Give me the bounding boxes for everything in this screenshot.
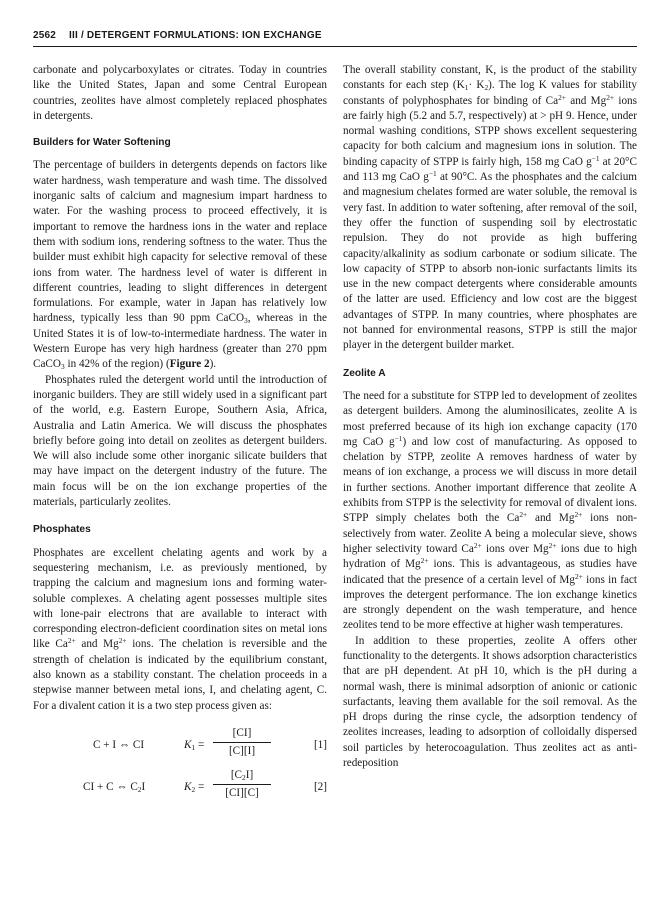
- heading-builders: Builders for Water Softening: [33, 137, 171, 149]
- paragraph-additional-function: In addition to these properties, zeolite A offers other functionality to the detergents. It shows adsorption characteristics that are pH dependent. At pH 10, which is the pH during a normal wash, there is minimal adsorption of anionic or cationic surfactants, leaving them available for the soil removal. As the pH drops during the rinse cycle, the adsorption tendency of zeolites increases, leading to adsorption of colloidally dispersed soil particles by heterocoagulation. Thus zeolites act as anti-redeposition: [343, 634, 637, 770]
- heading-phosphates: Phosphates: [33, 524, 91, 536]
- running-header: [33, 30, 637, 41]
- paragraph-builders: The percentage of builders in detergents depends on factors like water hardness, wash temperature and wash time. The dissolved inorganic salts of calcium and magnesium impart hardness to water. For the washing process to proceed effectively, it is important to remove the hardness ions in the water and replace them with sodium ions, rendering softness to the water. Thus the builder must exhibit high capacity for selective removal of these ions from water. The hardness level of water is different in different countries, leading to slight differences in detergent formulations. For example, water in Japan has relatively low hardness, typically less than 90 ppm CaCO$_3$, whereas in the United States it is of low-to-intermediate hardness. The water in Western Europe has very high hardness (greater than 270 ppm CaCO$_3$ in 42% of the region) (Figure 2).: [33, 159, 327, 372]
- equation-1: C + I ⇔ CI $K_1$ = $\frac{[CI]}{[C][I]}$ [1]: [93, 726, 327, 758]
- left-column: [33, 63, 327, 804]
- paragraph-chelation: Phosphates are excellent chelating agents and work by a sequestering mechanism, i.e. as previously mentioned, by trapping the calcium and magnesium ions and forming water-soluble complexes. A chelating agent possesses multiple sites with lone-pair electrons that are available to interact with corresponding electron-deficient coordination sites on metal ions like $Ca^{2+}$ and $Mg^{2+}$ ions. The chelation is reversible and the strength of chelation is indicated by the equilibrium constant, also known as a stability constant. The chelation proceeds in a stepwise manner between metal ions, I, and chelating agent, C. For a divalent cation it is a two step process given as:: [33, 546, 327, 712]
- page-number: 2562: [33, 30, 57, 41]
- equation-number: [1]: [313, 738, 327, 751]
- paragraph-phosphates-history: Phosphates ruled the detergent world until the introduction of inorganic builders. They are still widely used in a significant part of the world, e.g. Eastern Europe, Southern Asia, Africa, Australia and Latin America. We will discuss the phosphates briefly before going into detail on zeolites as detergent builders. We will also include some other inorganic silicate builders that may have impact on the detergent industry of the future. The main focus will be on the ion exchange properties of the materials, particularly zeolites.: [33, 373, 327, 509]
- right-column: [343, 63, 637, 771]
- paragraph-zeolite: The need for a substitute for STPP led to development of zeolites as detergent builders. Among the aluminosilicates, zeolite A is most preferred because of its high ion exchange capacity (170 mg CaO $g^{-1}$) and low cost of manufacturing. As opposed to chelation by STPP, zeolite A removes hardness of water by means of ion exchange, a process we will discuss in more detail in further sections. Another important difference that zeolite A exhibits from STPP is the selectivity for removal of divalent ions. STPP simply chelates both the $Ca^{2+}$ and $Mg^{2+}$ ions non-selectively from water. Zeolite A being a molecular sieve, shows higher selectivity toward $Ca^{2+}$ ions over $Mg^{2+}$ ions due to high hydration of $Mg^{2+}$ ions. This is advantageous, as studies have indicated that the presence of a certain level of $Mg^{2+}$ ions in fact improves the detergent performance. The ion exchange kinetics are strongly dependent on the wash temperature, and hence zeolites tend to be more effective at higher wash temperatures.: [343, 389, 638, 632]
- running-title: III / DETERGENT FORMULATIONS: ION EXCHANGE: [69, 30, 322, 41]
- paragraph-stability: The overall stability constant, K, is the product of the stability constants for each step $(K_1\cdot K_2)$. The log K values for stability constants of polyphosphates for binding of $Ca^{2+}$ and $Mg^{2+}$ ions are fairly high (5.2 and 5.7, respectively) at > pH 9. Hence, under normal washing conditions, STPP shows excellent sequestering capacity for both calcium and magnesium ions in solution. The binding capacity of STPP is fairly high, 158 mg CaO $g^{-1}$ at 20°C and 113 mg CaO $g^{-1}$ at 90°C. As the phosphates and the calcium and magnesium chelates formed are water soluble, the removal is very fast. In addition to water softening, after removal of the soil, they offer the function of suspending soil by electrostatic repulsion. They do not provide as high buffering capacity/alkalinity as sodium carbonate or sodium silicate. The low capacity of STPP to absorb non-ionic surfactants limits its use in the new compact detergents where considerable amounts of the latter are used. Efficiency and low cost are the biggest advantages of STPP. In many countries, where phosphates are not banned for environmental reasons, STPP is still the major player in the detergent builder market.: [343, 64, 638, 352]
- paragraph-intro: carbonate and polycarboxylates or citrates. Today in countries like the United States, Japan and some Central European countries, zeolites have almost completely replaced phosphates in detergents.: [33, 64, 327, 122]
- figure-reference[interactable]: Figure 2: [169, 358, 210, 371]
- header-rule: [33, 46, 637, 47]
- heading-zeolite-a: Zeolite A: [343, 367, 386, 379]
- equation-2: CI + C ⇔ $C_2I$ $K_2$ = $\frac{[C_2I]}{[CI][C]}$ [2]: [83, 768, 327, 800]
- equation-number: [2]: [313, 780, 327, 793]
